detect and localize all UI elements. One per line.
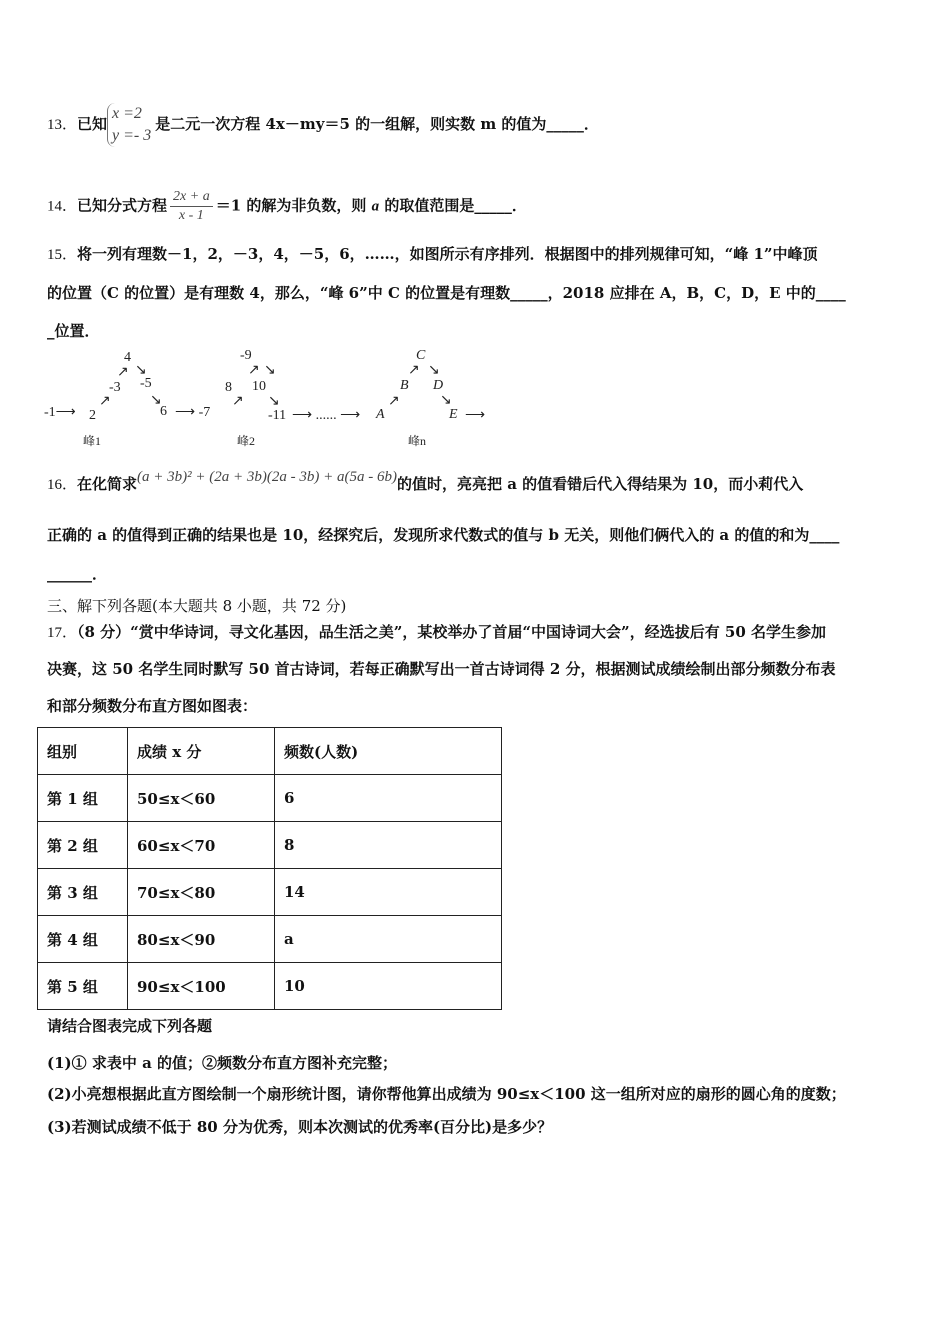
question-17-part1: (1)① 求表中 a 的值；②频数分布直方图补充完整；	[47, 1054, 398, 1072]
question-17-line1: 17．（8 分）“赏中华诗词，寻文化基因，品生活之美”，某校举办了首届“中国诗词大会”，经选拔后有 50 名学生参加	[47, 623, 827, 641]
question-17-line2: 决赛，这 50 名学生同时默写 50 首古诗词，若每正确默写出一首古诗词得 2 分，根据测试成绩绘制出部分频数分布表	[47, 660, 836, 678]
table-row: 第 1 组 50≤x＜60 6	[38, 775, 502, 822]
question-15-line3: _位置．	[47, 322, 100, 340]
question-17-part3: (3)若测试成绩不低于 80 分为优秀，则本次测试的优秀率(百分比)是多少？	[47, 1118, 553, 1136]
algebraic-expression: (a + 3b)² + (2a + 3b)(2a - 3b) + a(5a - 6b)	[137, 469, 397, 485]
table-row: 第 3 组 70≤x＜80 14	[38, 869, 502, 916]
question-15-line1: 15．将一列有理数－1，2，－3，4，－5，6，……，如图所示有序排列．根据图中的排列规律可知，“峰 1”中峰顶	[47, 245, 818, 263]
table-header-row: 组别 成绩 x 分 频数(人数)	[38, 728, 502, 775]
question-16-line3: ______．	[47, 565, 108, 583]
question-17-intro: 请结合图表完成下列各题	[47, 1017, 213, 1035]
question-13: 13．已知 x =2 y =- 3 是二元一次方程 4x－my＝5 的一组解，则实数 m 的值为_____．	[47, 103, 599, 147]
frequency-table	[37, 727, 502, 1010]
question-15-line2: 的位置（C 的位置）是有理数 4，那么，“峰 6”中 C 的位置是有理数_____，2018 应排在 A，B，C，D，E 中的____	[47, 284, 846, 302]
table-row: 第 2 组 60≤x＜70 8	[38, 822, 502, 869]
section-heading: 三、解下列各题(本大题共 8 小题，共 72 分)	[47, 597, 347, 615]
table-row: 第 5 组 90≤x＜100 10	[38, 963, 502, 1010]
question-14: 14．已知分式方程 $\frac{2x + a}{x - 1}$ ＝1 的解为非负数，则 a 的取值范围是_____．	[47, 189, 527, 223]
question-16-line1: 16．在化简求(a + 3b)² + (2a + 3b)(2a - 3b) + a(5a - 6b)的值时，亮亮把 a 的值看错后代入得结果为 10，而小莉代入	[47, 469, 804, 493]
equation-system: x =2 y =- 3	[107, 103, 155, 147]
question-17-line3: 和部分频数分布直方图如图表：	[47, 697, 258, 715]
exam-page: 13．已知 x =2 y =- 3 是二元一次方程 4x－my＝5 的一组解，则实数 m 的值为_____． 14．已知分式方程 $\frac{2x + a}{x - 1}$ ＝1 的解为非负数，则 a 的取值范围是_____． 15．将一列有理数－1，2，－3，4，－5，6，……，如图所示有序排列．根据图中的排列规律可知，“峰 1”中峰顶 的位置（C 的位置）是有理数 4，那么，“峰 6”中 C 的位置是有理数_____，2018 应排在 A，B，C，D，E 中的____ _位置． -1⟶ 2 -3 4 -5 6 ⟶ -7 8 -9 10 -11 ⟶ ...... ⟶ A B C D E ⟶ 峰1 峰2 峰n ↗ ↗ ↘ ↘ ↗ ↗ ↘ ↘ ↗ ↗ ↘ ↘ 16．在化简求(a + 3b)² + (2a + 3b)(2a - 3b) + a(5a - 6b)的值时，亮亮把 a 的值看错后代入得结果为 10，而小莉代入 正确的 a 的值得到正确的结果也是 10，经探究后，发现所求代数式的值与 b 无关，则他们俩代入的 a 的值的和为____ ______． 三、解下列各题(本大题共 8 小题，共 72 分) 17．（8 分）“赏中华诗词，寻文化基因，品生活之美”，某校举办了首届“中国诗词大会”，经选拔后有 50 名学生参加 决赛，这 50 名学生同时默写 50 首古诗词，若每正确默写出一首古诗词得 2 分，根据测试成绩绘制出部分频数分布表 和部分频数分布直方图如图表： 组别 成绩 x 分 频数(人数) 第 1 组 50≤x＜60 6 第 2 组 60≤x＜70 8 第 3 组 70≤x＜80 14 第 4 组 80≤x＜90 a 第 5 组 90≤x＜100 10 请结合图表完成下列各题 (1)① 求表中 a 的值；②频数分布直方图补充完整； (2)小亮想根据此直方图绘制一个扇形统计图，请你帮他算出成绩为 90≤x＜100 这一组所对应的扇形的圆心角的度数； (3)若测试成绩不低于 80 分为优秀，则本次测试的优秀率(百分比)是多少？	[0, 0, 950, 1344]
fraction: $\frac{2x + a}{x - 1}$	[170, 188, 213, 225]
table-row: 第 4 组 80≤x＜90 a	[38, 916, 502, 963]
question-16-line2: 正确的 a 的值得到正确的结果也是 10，经探究后，发现所求代数式的值与 b 无关，则他们俩代入的 a 的值的和为____	[47, 526, 840, 544]
question-17-part2: (2)小亮想根据此直方图绘制一个扇形统计图，请你帮他算出成绩为 90≤x＜100 这一组所对应的扇形的圆心角的度数；	[47, 1085, 846, 1103]
